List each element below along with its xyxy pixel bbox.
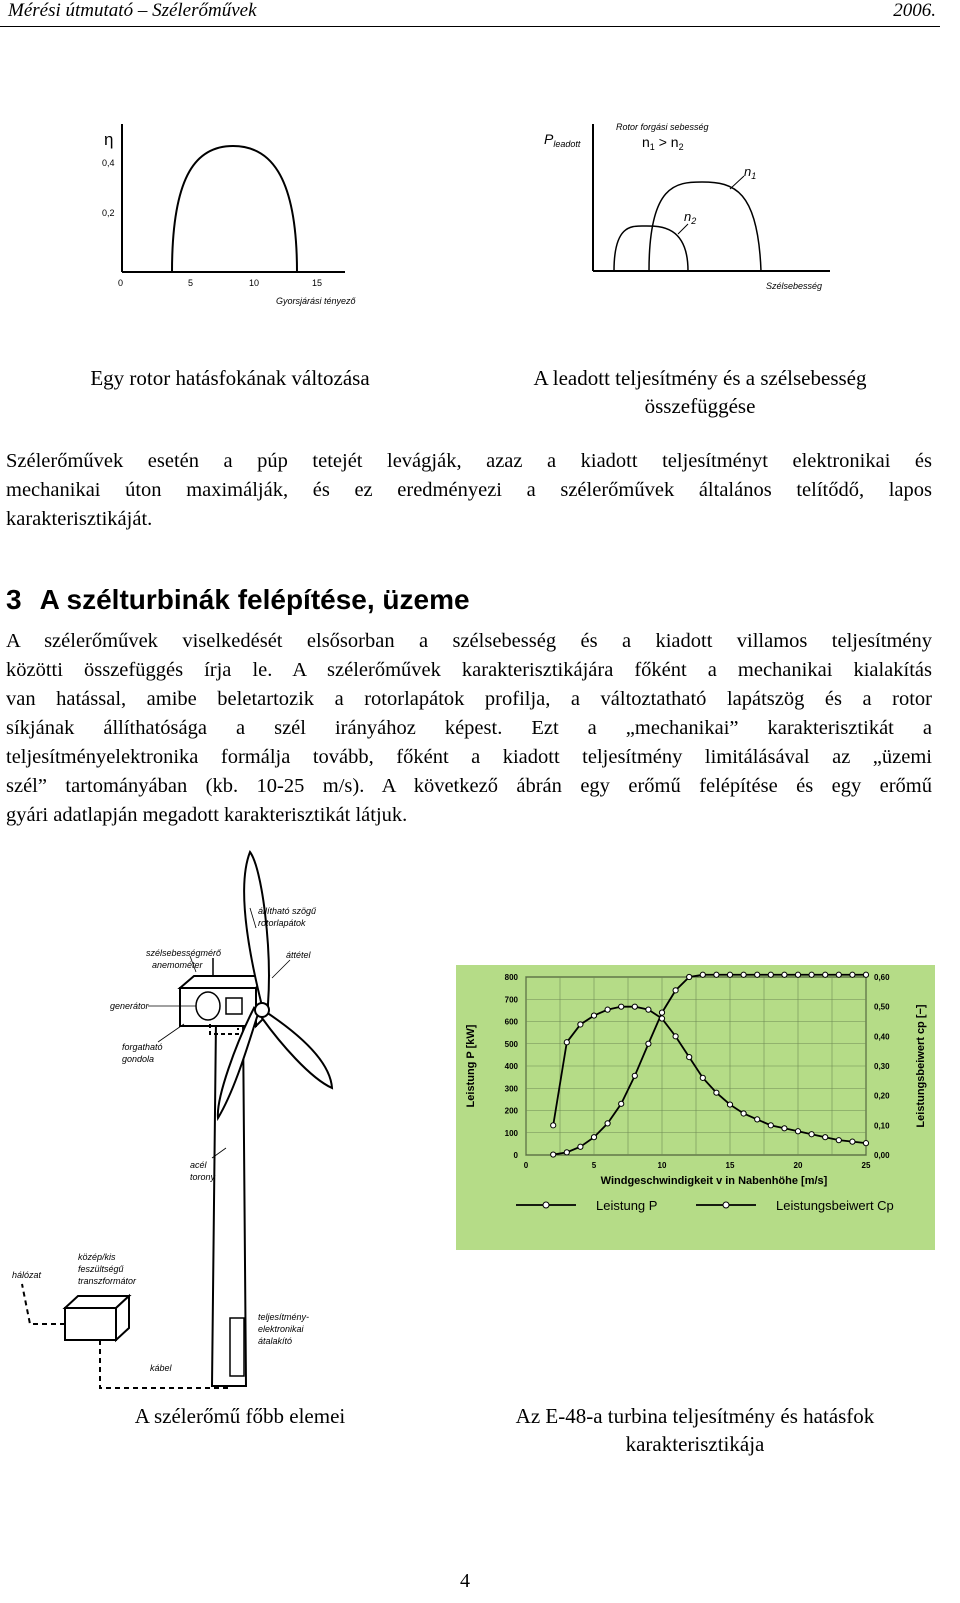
grid-label: hálózat — [12, 1270, 42, 1280]
power-point — [755, 972, 760, 977]
cable-label: kábel — [150, 1363, 172, 1373]
legend-label: Leistung P — [596, 1198, 658, 1213]
power-electronics-label: teljesítmény-elektronikai átalakító — [258, 1312, 310, 1346]
speed-relation: $n_1 > n_2$ — [642, 134, 684, 152]
power-point — [836, 972, 841, 977]
x-tick-label: 20 — [793, 1161, 803, 1170]
cp-point — [850, 1139, 855, 1144]
header-year: 2006. — [893, 0, 936, 21]
n2-pointer — [678, 224, 688, 234]
cp-point — [727, 1102, 732, 1107]
power-point — [673, 988, 678, 993]
x-tick-label: 5 — [591, 1161, 597, 1170]
cp-point — [619, 1004, 624, 1009]
chart-caption-line2: karakterisztikája — [625, 1432, 765, 1456]
power-point — [687, 974, 692, 979]
y-axis-title: Leistung P [kW] — [465, 1024, 477, 1108]
y-tick-04: 0,4 — [102, 158, 115, 168]
x-axis-label: Gyorsjárási tényező — [276, 296, 356, 306]
x-tick-label: 15 — [725, 1161, 735, 1170]
y2-tick-label: 0,30 — [874, 1062, 890, 1071]
cp-point — [782, 1126, 787, 1131]
paragraph-line: gyári adatlapján megadott karakterisztikát látjuk. — [6, 804, 408, 826]
power-point — [782, 972, 787, 977]
blades-label: állítható szögű rotorlapátok — [258, 906, 317, 928]
cp-point — [795, 1129, 800, 1134]
power-point — [605, 1121, 610, 1126]
cp-point — [673, 1034, 678, 1039]
anemometer-label: szélsebességmérő anemométer — [146, 948, 222, 970]
section-number: 3 — [6, 584, 22, 615]
power-point — [632, 1073, 637, 1078]
paragraph-line: van hatással, amibe beletartozik a rotorlapátok profilja, a változtatható lapátszög és a rotor — [6, 688, 932, 710]
x-tick-10: 10 — [249, 278, 260, 288]
y-tick-label: 300 — [504, 1084, 518, 1094]
efficiency-curve — [172, 146, 297, 272]
power-point — [795, 972, 800, 977]
paragraph-line: A szélerőművek viselkedését elsősorban a szélsebesség és a kiadott villamos teljesítmény — [6, 630, 932, 652]
eta-axis-label: η — [104, 130, 114, 149]
cp-point — [768, 1123, 773, 1128]
figure2-caption-line1: A leadott teljesítmény és a szélsebesség — [533, 366, 867, 390]
figure1-caption: Egy rotor hatásfokának változása — [90, 366, 370, 390]
cp-point — [551, 1123, 556, 1128]
n1-label: $n_1$ — [744, 164, 757, 181]
y2-tick-label: 0,10 — [874, 1121, 890, 1131]
y-tick-02: 0,2 — [102, 208, 115, 218]
paragraph-line: mechanikai úton maximálják, és ez eredményezi a szélerőművek általános telítődő, lapos — [6, 479, 932, 501]
power-point — [809, 972, 814, 977]
figure2-caption — [480, 364, 920, 420]
cp-point — [863, 1141, 868, 1146]
y-tick-label: 200 — [504, 1106, 518, 1116]
paragraph-line: teljesítményelektronika formálja tovább, főként a kiadott teljesítmény limitálásával az „üzemi — [6, 746, 932, 768]
cp-point — [741, 1111, 746, 1116]
wind-turbine-diagram — [0, 838, 440, 1398]
cp-point — [809, 1132, 814, 1137]
tower-label: acél torony — [190, 1160, 216, 1182]
chart-caption-line1: Az E-48-a turbina teljesítmény és hatásfok — [515, 1404, 875, 1428]
generator-label: generátor — [110, 1001, 149, 1011]
power-point — [564, 1150, 569, 1155]
x-tick-15: 15 — [312, 278, 323, 288]
section-heading — [6, 584, 470, 616]
cp-point — [755, 1117, 760, 1122]
gear-label: áttétel — [286, 950, 311, 960]
paragraph-line: szél” tartományában (kb. 10-25 m/s). A következő ábrán egy erőmű felépítése és egy erőmű — [6, 775, 932, 797]
power-point — [850, 972, 855, 977]
n1-pointer — [730, 176, 744, 189]
power-point — [727, 972, 732, 977]
power-point — [700, 972, 705, 977]
legend-label: Leistungsbeiwert Cp — [776, 1198, 894, 1213]
y-tick-label: 0 — [513, 1151, 518, 1160]
n2-label: $n_2$ — [684, 209, 697, 226]
page-header — [0, 0, 940, 27]
figure2-caption-line2: összefüggése — [644, 394, 756, 418]
y-tick-label: 400 — [504, 1062, 518, 1071]
nacelle-box — [180, 988, 256, 1026]
y-tick-label: 100 — [504, 1128, 518, 1138]
intro-paragraph — [6, 447, 932, 534]
cp-point — [632, 1004, 637, 1009]
cp-point — [714, 1090, 719, 1095]
legend-swatch-marker — [543, 1202, 549, 1208]
transformer-label: közép/kis feszültségű transzformátor — [78, 1252, 137, 1286]
turbine-caption: A szélerőmű főbb elemei — [134, 1404, 346, 1428]
power-point — [591, 1135, 596, 1140]
page-number: 4 — [460, 1570, 470, 1592]
x-tick-0: 0 — [118, 278, 124, 288]
cp-point — [591, 1013, 596, 1018]
rotor-speed-label: Rotor forgási sebesség — [616, 122, 709, 132]
cp-point — [700, 1075, 705, 1080]
grid-cable — [22, 1284, 65, 1324]
paragraph-line: közötti összefüggés írja le. A szélerőművek karakterisztikájára főként a mechanikai kialakítás — [6, 659, 932, 681]
transformer-front — [65, 1308, 116, 1340]
cp-point — [646, 1007, 651, 1012]
power-point — [714, 972, 719, 977]
y2-tick-label: 0,50 — [874, 1002, 890, 1012]
paragraph-line: Szélerőművek esetén a púp tetejét levágják, azaz a kiadott teljesítményt elektronikai és — [6, 450, 932, 472]
power-point — [863, 972, 868, 977]
gondola-label: forgatható gondola — [122, 1042, 163, 1064]
blade-right — [262, 1012, 332, 1088]
power-point — [646, 1041, 651, 1046]
rotor-hub — [255, 1003, 269, 1017]
power-point — [768, 972, 773, 977]
y-tick-label: 500 — [504, 1039, 518, 1049]
power-point — [741, 972, 746, 977]
body-paragraph — [6, 627, 932, 830]
paragraph-line: síkjának állíthatósága a szél irányához képest. Ezt a „mechanikai” karakterisztikát a — [6, 717, 932, 739]
power-electronics-cabinet — [230, 1318, 244, 1376]
y2-tick-label: 0,00 — [874, 1151, 890, 1160]
x-axis-label: Szélsebesség — [766, 281, 823, 291]
cp-point — [578, 1022, 583, 1027]
cp-point — [687, 1055, 692, 1060]
y2-tick-label: 0,60 — [874, 973, 890, 982]
cp-point — [836, 1138, 841, 1143]
x-axis-title: Windgeschwindigkeit v in Nabenhöhe [m/s] — [600, 1175, 828, 1187]
p-axis-label: $P_{leadott}$ — [544, 131, 581, 149]
power-point — [578, 1144, 583, 1149]
paragraph-line: karakterisztikáját. — [6, 508, 153, 530]
e48-power-chart — [456, 965, 935, 1250]
y-tick-label: 800 — [504, 973, 518, 982]
y2-tick-label: 0,40 — [874, 1032, 890, 1042]
x-tick-label: 0 — [523, 1161, 529, 1170]
power-point — [659, 1010, 664, 1015]
y-tick-label: 700 — [504, 995, 518, 1005]
y2-axis-title: Leistungsbeiwert cp [−] — [915, 1004, 927, 1128]
y-tick-label: 600 — [504, 1017, 518, 1027]
power-point — [551, 1152, 556, 1157]
cp-point — [823, 1135, 828, 1140]
chart-caption — [460, 1402, 930, 1458]
power-point — [823, 972, 828, 977]
x-tick-5: 5 — [188, 278, 194, 288]
y2-tick-label: 0,20 — [874, 1091, 890, 1101]
section-title: A szélturbinák felépítése, üzeme — [39, 584, 470, 615]
x-tick-label: 25 — [861, 1161, 871, 1170]
power-point — [619, 1101, 624, 1106]
rotor-efficiency-figure — [90, 112, 380, 312]
cp-point — [605, 1007, 610, 1012]
header-title: Mérési útmutató – Szélerőművek — [8, 0, 257, 21]
power-windspeed-figure — [538, 114, 838, 299]
x-tick-label: 10 — [657, 1161, 667, 1170]
n1-curve — [649, 182, 761, 271]
legend-swatch-marker — [723, 1202, 729, 1208]
cp-point — [659, 1016, 664, 1021]
cp-point — [564, 1040, 569, 1045]
